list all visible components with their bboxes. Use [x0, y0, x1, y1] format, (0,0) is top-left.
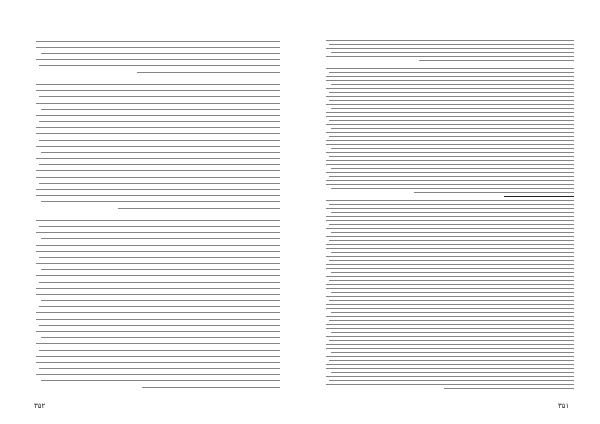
text-line [326, 200, 574, 201]
text-line [326, 140, 574, 141]
text-line [39, 121, 280, 122]
text-line [326, 184, 574, 185]
text-line [326, 376, 574, 377]
text-line [331, 232, 574, 233]
text-line [39, 96, 280, 97]
text-line [329, 240, 574, 241]
text-line [41, 152, 280, 153]
text-line [326, 304, 574, 305]
text-line [326, 228, 574, 229]
text-line [331, 188, 574, 189]
text-line [326, 268, 574, 269]
text-line [329, 156, 574, 157]
text-line [326, 112, 574, 113]
text-line [41, 109, 280, 110]
text-line [36, 59, 280, 60]
text-line [326, 124, 574, 125]
text-line [329, 360, 574, 361]
text-line [326, 144, 574, 145]
text-line [41, 238, 280, 239]
text-line [329, 44, 574, 45]
text-line [41, 269, 280, 270]
text-line [419, 60, 574, 61]
text-line [326, 160, 574, 161]
left-page-text-column [34, 38, 280, 390]
text-line [331, 352, 574, 353]
text-line [331, 332, 574, 333]
text-line [36, 263, 280, 264]
text-line [414, 192, 574, 193]
text-line [326, 308, 574, 309]
text-line [329, 380, 574, 381]
text-line [118, 208, 280, 209]
text-line [326, 80, 574, 81]
text-line [326, 284, 574, 285]
text-line [326, 132, 574, 133]
text-line [39, 226, 280, 227]
text-line [326, 328, 574, 329]
text-line [326, 180, 574, 181]
text-line [331, 212, 574, 213]
text-line [326, 344, 574, 345]
text-line [331, 108, 574, 109]
text-line [326, 116, 574, 117]
text-line [36, 362, 280, 363]
text-line [36, 294, 280, 295]
text-line [39, 325, 280, 326]
text-line [41, 337, 280, 338]
text-line [36, 41, 280, 42]
text-line [326, 348, 574, 349]
text-line [329, 260, 574, 261]
text-line [36, 189, 280, 190]
text-line [36, 84, 280, 85]
text-line [36, 288, 280, 289]
footnote-separator-rule [504, 196, 574, 197]
text-line [331, 292, 574, 293]
text-line [326, 48, 574, 49]
text-line [326, 40, 574, 41]
text-line [36, 146, 280, 147]
text-line [36, 232, 280, 233]
text-line [36, 158, 280, 159]
text-line [331, 312, 574, 313]
text-line [36, 47, 280, 48]
text-line [41, 380, 280, 381]
right-page-number: ۳۵۱ [558, 402, 570, 410]
text-line [326, 172, 574, 173]
text-line [329, 72, 574, 73]
text-line [36, 374, 280, 375]
text-line [326, 276, 574, 277]
text-line [326, 288, 574, 289]
text-line [329, 136, 574, 137]
text-line [41, 300, 280, 301]
text-line [331, 148, 574, 149]
text-line [36, 220, 280, 221]
text-line [36, 103, 280, 104]
text-line [36, 251, 280, 252]
text-line [36, 177, 280, 178]
text-line [326, 368, 574, 369]
text-line [329, 224, 574, 225]
text-line [39, 65, 280, 66]
text-line [329, 176, 574, 177]
text-line [39, 257, 280, 258]
text-line [326, 152, 574, 153]
text-line [39, 164, 280, 165]
text-line [331, 252, 574, 253]
text-line [326, 236, 574, 237]
text-line [36, 331, 280, 332]
text-line [329, 120, 574, 121]
text-line [326, 96, 574, 97]
right-page [300, 0, 600, 424]
text-line [326, 216, 574, 217]
text-line [36, 133, 280, 134]
text-line [41, 53, 280, 54]
text-line [329, 100, 574, 101]
text-line [39, 282, 280, 283]
text-line [326, 296, 574, 297]
text-line [326, 88, 574, 89]
text-line [329, 300, 574, 301]
text-line [326, 68, 574, 69]
text-line [36, 245, 280, 246]
text-line [39, 368, 280, 369]
text-line [326, 104, 574, 105]
left-page-number: ۳۵۲ [34, 402, 46, 410]
text-line [326, 76, 574, 77]
text-line [326, 164, 574, 165]
text-line [36, 319, 280, 320]
text-line [329, 204, 574, 205]
text-line [36, 195, 280, 196]
text-line [326, 244, 574, 245]
text-line [39, 350, 280, 351]
text-line [329, 280, 574, 281]
text-line [326, 56, 574, 57]
text-line [329, 320, 574, 321]
text-line [326, 248, 574, 249]
text-line [326, 384, 574, 385]
text-line [36, 115, 280, 116]
text-line [329, 340, 574, 341]
text-line [331, 168, 574, 169]
text-line [36, 90, 280, 91]
text-line [326, 364, 574, 365]
text-line [326, 208, 574, 209]
text-line [326, 336, 574, 337]
text-line [331, 372, 574, 373]
text-line [326, 264, 574, 265]
text-line [39, 183, 280, 184]
text-line [331, 128, 574, 129]
text-line [39, 306, 280, 307]
text-line [36, 170, 280, 171]
text-line [331, 52, 574, 53]
text-line [331, 84, 574, 85]
text-line [36, 356, 280, 357]
text-line [39, 140, 280, 141]
text-line [326, 256, 574, 257]
text-line [36, 275, 280, 276]
text-line [331, 272, 574, 273]
text-line [142, 387, 280, 388]
text-line [36, 312, 280, 313]
text-line [444, 388, 574, 389]
text-line [329, 92, 574, 93]
text-line [36, 343, 280, 344]
text-line [41, 201, 280, 202]
text-line [326, 324, 574, 325]
text-line [36, 127, 280, 128]
text-line [326, 356, 574, 357]
text-line [137, 72, 280, 73]
text-line [326, 316, 574, 317]
text-line [326, 220, 574, 221]
right-page-text-column [324, 38, 574, 390]
